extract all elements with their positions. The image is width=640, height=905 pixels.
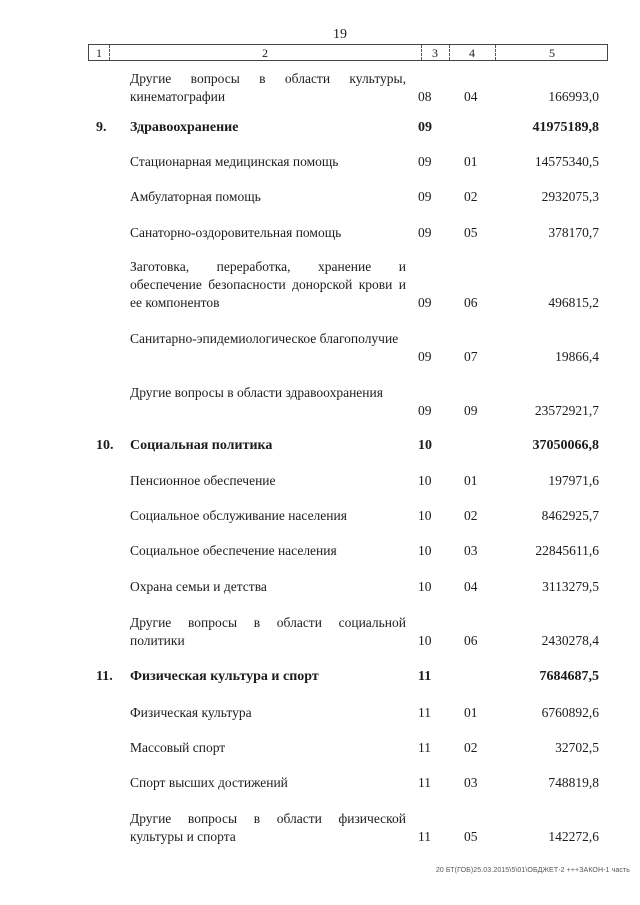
section-code: 09 bbox=[418, 154, 432, 169]
row-name: Стационарная медицинская помощь bbox=[130, 154, 339, 169]
subsection-code: 01 bbox=[464, 154, 478, 169]
row-number: 11. bbox=[96, 669, 113, 684]
section-code: 10 bbox=[418, 633, 432, 648]
section-code: 09 bbox=[418, 225, 432, 240]
amount-value: 166993,0 bbox=[548, 89, 599, 104]
row-number: 9. bbox=[96, 120, 107, 135]
subsection-code: 01 bbox=[464, 473, 478, 488]
amount-value: 37050066,8 bbox=[532, 438, 599, 453]
amount-value: 3113279,5 bbox=[542, 579, 599, 594]
row-name: Здравоохранение bbox=[130, 120, 239, 135]
row-name: Охрана семьи и детства bbox=[130, 579, 267, 594]
row-name: Другие вопросы в области физической культуры и спорта bbox=[130, 811, 406, 844]
row-name: Социальное обеспечение населения bbox=[130, 543, 337, 558]
subsection-code: 06 bbox=[464, 633, 478, 648]
row-name: Другие вопросы в области культуры, кинематографии bbox=[130, 71, 406, 104]
row-name: Санаторно-оздоровительная помощь bbox=[130, 225, 342, 240]
amount-value: 8462925,7 bbox=[541, 508, 599, 523]
subsection-code: 03 bbox=[464, 543, 478, 558]
subsection-code: 04 bbox=[464, 579, 478, 594]
subsection-code: 05 bbox=[464, 829, 478, 844]
row-number: 10. bbox=[96, 438, 114, 453]
row-name: Санитарно-эпидемиологическое благополучие bbox=[130, 331, 399, 346]
row-name: Массовый спорт bbox=[130, 740, 226, 755]
row-name: Амбулаторная помощь bbox=[130, 189, 261, 204]
subsection-code: 01 bbox=[464, 705, 478, 720]
section-code: 09 bbox=[418, 295, 432, 310]
row-name: Социальная политика bbox=[130, 438, 273, 453]
header-col-1: 1 bbox=[96, 46, 102, 60]
row-name: Социальное обслуживание населения bbox=[130, 508, 347, 523]
table-header bbox=[88, 44, 608, 61]
amount-value: 22845611,6 bbox=[535, 543, 599, 558]
amount-value: 2430278,4 bbox=[541, 633, 599, 648]
subsection-code: 05 bbox=[464, 225, 478, 240]
header-col-3: 3 bbox=[432, 46, 438, 60]
amount-value: 748819,8 bbox=[548, 775, 599, 790]
row-name: Физическая культура bbox=[130, 705, 252, 720]
header-col-5: 5 bbox=[549, 46, 555, 60]
amount-value: 6760892,6 bbox=[541, 705, 599, 720]
row-name: Другие вопросы в области социальной политики bbox=[130, 615, 406, 648]
row-name: Другие вопросы в области здравоохранения bbox=[130, 385, 383, 400]
amount-value: 2932075,3 bbox=[541, 189, 599, 204]
row-name: Пенсионное обеспечение bbox=[130, 473, 276, 488]
section-code: 11 bbox=[418, 705, 431, 720]
subsection-code: 03 bbox=[464, 775, 478, 790]
subsection-code: 02 bbox=[464, 189, 478, 204]
amount-value: 197971,6 bbox=[548, 473, 599, 488]
section-code: 09 bbox=[418, 120, 432, 135]
section-code: 10 bbox=[418, 438, 432, 453]
subsection-code: 06 bbox=[464, 295, 478, 310]
amount-value: 378170,7 bbox=[548, 225, 599, 240]
row-name: Физическая культура и спорт bbox=[130, 669, 319, 684]
section-code: 11 bbox=[418, 775, 431, 790]
subsection-code: 04 bbox=[464, 89, 478, 104]
amount-value: 19866,4 bbox=[555, 349, 599, 364]
footer-stamp: 20 БТ(ГОБ)25.03.2015\5\01\ОБДЖЕТ-2 +++ЗАКОН-1 часть bbox=[435, 867, 630, 874]
row-name: Спорт высших достижений bbox=[130, 775, 288, 790]
section-code: 09 bbox=[418, 349, 432, 364]
section-code: 11 bbox=[418, 669, 432, 684]
amount-value: 23572921,7 bbox=[534, 403, 599, 418]
subsection-code: 09 bbox=[464, 403, 478, 418]
section-code: 09 bbox=[418, 189, 432, 204]
section-code: 10 bbox=[418, 473, 432, 488]
amount-value: 7684687,5 bbox=[539, 669, 599, 684]
subsection-code: 02 bbox=[464, 508, 478, 523]
header-col-2: 2 bbox=[262, 46, 268, 60]
section-code: 11 bbox=[418, 829, 431, 844]
page-number: 19 bbox=[333, 27, 347, 42]
amount-value: 142272,6 bbox=[548, 829, 599, 844]
amount-value: 41975189,8 bbox=[532, 120, 599, 135]
amount-value: 14575340,5 bbox=[534, 154, 599, 169]
section-code: 09 bbox=[418, 403, 432, 418]
section-code: 08 bbox=[418, 89, 432, 104]
subsection-code: 02 bbox=[464, 740, 478, 755]
row-name: Заготовка, переработка, хранение и обеспечение безопасности донорской крови и ее компонентов bbox=[130, 259, 406, 310]
section-code: 10 bbox=[418, 508, 432, 523]
amount-value: 496815,2 bbox=[548, 295, 599, 310]
section-code: 10 bbox=[418, 543, 432, 558]
section-code: 11 bbox=[418, 740, 431, 755]
amount-value: 32702,5 bbox=[555, 740, 599, 755]
subsection-code: 07 bbox=[464, 349, 478, 364]
section-code: 10 bbox=[418, 579, 432, 594]
header-col-4: 4 bbox=[469, 46, 475, 60]
